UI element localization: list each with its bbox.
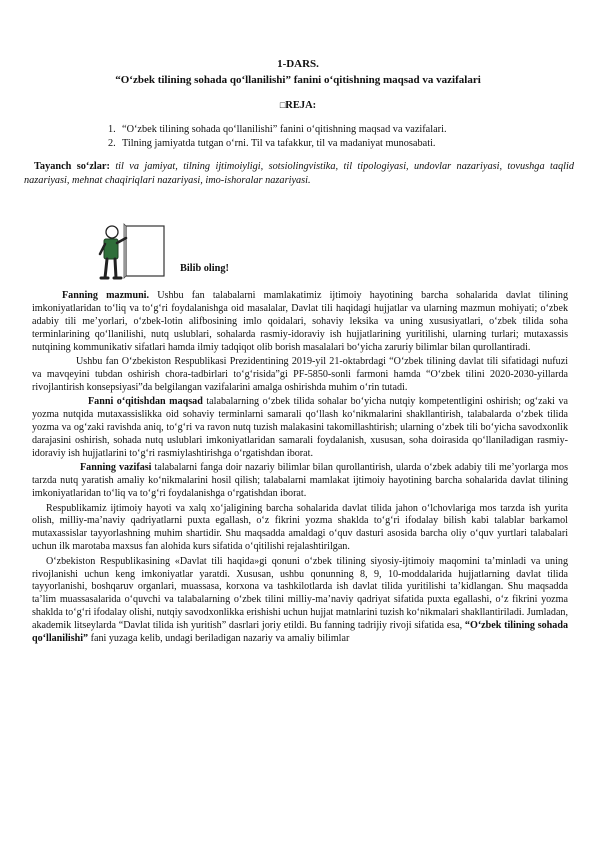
plan-item-text: Tilning jamiyatda tutgan o‘rni. Til va tafakkur, til va madaniyat munosabati. <box>122 138 436 149</box>
lesson-number: 1-DARS. <box>277 58 319 70</box>
lesson-title: “O‘zbek tilining sohada qo‘llanilishi” fanini o‘qitishning maqsad va vazifalari <box>115 74 481 86</box>
plan-item-number: 2. <box>108 138 116 149</box>
bullet-icon: □ <box>279 100 286 110</box>
keywords-block <box>24 160 574 188</box>
plan-heading: □REJA: <box>279 100 317 111</box>
paragraph: Respublikamiz ijtimoiy hayoti va xalq xo‘jaligining barcha sohalarida davlat tilida jahon o‘lchovlariga mos tarzda ish yurita olish, milliy-ma’naviy qadriyatlarni puxta egallash, o‘z fikrini yozma shaklda to‘g‘ri ifodalay bilish kabi talablar barkamol mutaxassislar tayyorlashning muhim shartidir. Shu maqsadda amaldagi o‘quv dasturi asosida barcha oliy o‘quv yurtlari talabalari uchun ilk marotaba maxsus fan alohida kurs sifatida o‘qitilishi rejalashtirilgan. <box>32 502 568 553</box>
plan-list <box>108 123 558 151</box>
plan-item-text: “O‘zbek tilining sohada qo‘llanilishi” fanini o‘qitishning maqsad va vazifalari. <box>122 124 447 135</box>
plan-item <box>108 123 558 137</box>
body-text <box>32 290 568 647</box>
paragraph: Fanni o‘qitishdan maqsad talabalarning o‘zbek tilida sohalar bo‘yicha nutqiy kompetentligini oshirish; og‘zaki va yozma nutqida mutaxassislikka oid sohaviy terminlarni samarali qo‘llash ko‘nikmalarini shakllantirish, talabalarda o‘zbek tilida yozma va og‘zaki ravishda aniq, to‘g‘ri va ravon nutq tuzish malakasini takomillashtirish; ularning o‘zbek tili bo‘yicha savodxonlik darajasini oshirish, sohada nutq uslublari imkoniyatlaridan samarali foydalanish, xususan, soha doirasida qo‘llaniladigan rasmiy-idoraviy ish hujjatlarini to‘g‘ri rasmiylashtirishga o‘rgatishdan iborat. <box>32 396 568 459</box>
plan-item-number: 1. <box>108 124 116 135</box>
paragraph: Fanning vazifasi talabalarni fanga doir nazariy bilimlar bilan qurollantirish, ularda o‘zbek adabiy tili me’yorlarga mos tarzda nutq yaratish amaliy ko‘nikmalarini hosil qilish; talabalarni mamlakat ijtimoiy hayotining barcha sohalarida davlat tilining imkoniyatlaridan to‘liq va to‘g‘ri foydalanishga o‘rgatishdan iborat. <box>32 462 568 500</box>
paragraph: O‘zbekiston Respublikasining «Davlat tili haqida»gi qonuni o‘zbek tilining siyosiy-ijtimoiy maqomini ta’minladi va uning rivojlanishi uchun keng imkoniyatlar yaratdi. Xususan, ushbu qonunning 8, 9, 10-moddalarida hujjatlarning davlat tilida tayyorlanishi, boshqaruv organlari, muassasa, korxona va tashkilotlarda ish davlat tilida yuritilishi ta’kidlangan. Shu maqsadda ta’lim muassasalarida o‘quvchi va talabalarning o‘zbek tilini milliy-ma’naviy qadriyat sifatida puxta egallashi, o‘z fikrini yozma shaklda to‘g‘ri ifodalay olishi, nutqiy savodxonlikka erishishi uchun hujjat matnlarini tuzish ko‘nikmalari shakllantiriladi. Jumladan, akademik litseylarda “Davlat tilida ish yuritish” dasrlari joriy etildi. Bu fanning tadrijiy rivoji sifatida esa, “O‘zbek tilining sohada qo‘llanilishi” fani yuzaga kelib, undagi beriladigan nazariy va amaliy bilimlar <box>32 555 568 645</box>
paragraph: Ushbu fan O‘zbekiston Respublikasi Prezidentining 2019-yil 21-oktabrdagi “O‘zbek tilining davlat tili sifatidagi nufuzi va mavqeyini tubdan oshirish chora-tadbirlari to‘g‘risida”gi PF-5850-sonli farmoni hamda “O‘zbek tilini 2020-2030-yillarda rivojlantirish konsepsiyasi”da belgilangan vazifalarini amalga oshirishda muhim o‘rin tutadi. <box>32 356 568 393</box>
paragraph: Fanning mazmuni. Ushbu fan talabalarni mamlakatimiz ijtimoiy hayotining barcha sohalarida davlat tilining imkoniyatlaridan to‘liq va to‘g‘ri foydalanishga oid masalalar, Davlat tili haqidagi hujjatlar va ularning mazmun mohiyati; o‘zbek adabiy tili me’yorlari, o‘zbek-lotin alifbosining imlo qoidalari, sohaviy leksika va uning xususiyatlari, o‘zbek tilida soha terminlarining qo‘llanilishi, nutq uslublari, sohalarda rasmiy-idoraviy ish hujjatlarining yuritilishi, ularning turlari; mutaxassis nutqining kommunikativ sifatlari hamda ilmiy tadqiqot olib borish masalalari bo‘yicha zaruriy bilimlar bilan qurollantiradi. <box>32 290 569 353</box>
callout-label: Bilib oling! <box>180 263 229 274</box>
keywords-label: Tayanch so‘zlar: <box>34 161 110 172</box>
thinking-man-illustration-icon <box>90 218 170 288</box>
plan-item <box>108 137 558 151</box>
keywords-text: til va jamiyat, tilning ijtimoiyligi, sotsiolingvistika, til tipologiyasi, undovlar nazariyasi, tovushga taqlid nazariyasi, mehnat chaqiriqlari nazariyasi, imo-ishoralar nazariyasi. <box>24 161 574 186</box>
